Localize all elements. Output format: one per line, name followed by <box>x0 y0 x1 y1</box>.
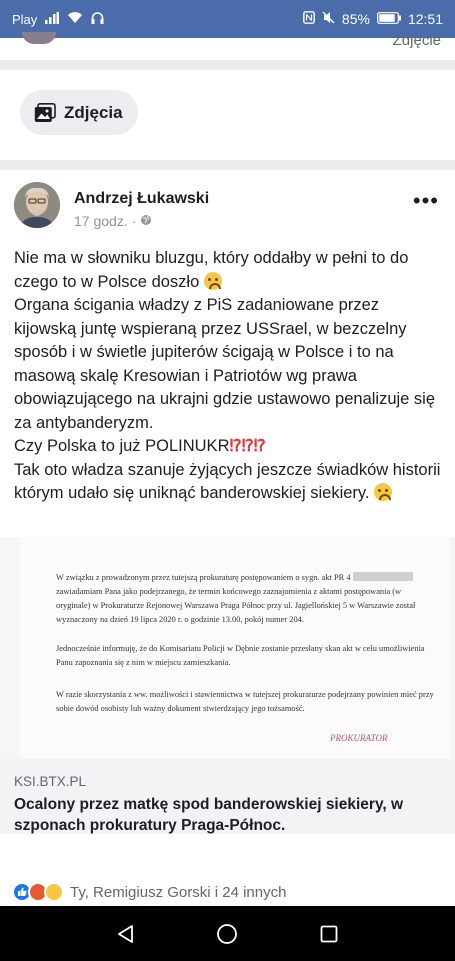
photos-label: Zdjęcia <box>64 102 123 122</box>
avatar <box>22 32 56 44</box>
previous-post-remnant <box>0 32 455 60</box>
recents-icon[interactable] <box>309 914 349 954</box>
document-paragraph: Jednocześnie informuję, że do Komisariatu Policji w Dębnie zostanie przesłany skan akt w celu umożliwienia Panu zapoznania się z nim w miejscu zamieszkania. <box>56 644 425 667</box>
post-text <box>14 247 444 506</box>
more-options-button[interactable]: ••• <box>412 188 439 213</box>
photos-card <box>0 70 455 160</box>
post-paragraph: Czy Polska to już POLINUKR⁉⁉⁉ <box>14 437 266 455</box>
back-icon[interactable] <box>106 914 146 954</box>
reaction-icons <box>12 882 60 902</box>
clock: 12:51 <box>407 11 443 27</box>
link-title: Ocalony przez matkę spod banderowskiej siekiery, w szponach prokuratury Praga-Północ. <box>14 796 404 834</box>
carrier-label: Play <box>12 11 38 27</box>
interrobang-marks: ⁉⁉⁉ <box>229 437 266 455</box>
wifi-icon <box>67 12 83 27</box>
battery-icon <box>377 11 401 27</box>
redaction-bar <box>353 572 413 581</box>
document-paragraph: W razie skorzystania z ww. możliwości i stawiennictwa w tutejszej prokuraturze podejrzany powinien mieć przy sobie dowód osobisty lub ważny dokument stwierdzający jego tożsamość. <box>56 690 434 713</box>
feed-divider <box>0 160 455 170</box>
reactions-summary[interactable] <box>0 874 455 910</box>
home-icon[interactable] <box>207 914 247 954</box>
photos-button[interactable] <box>20 90 138 135</box>
globe-icon <box>140 213 152 229</box>
nfc-icon <box>303 11 315 27</box>
post-paragraph: Organa ścigania władzy z PiS zadaniowane przez kijowską juntę wspieraną przez USSrael, w bezczelny sposób i w świetle jupiterów ścigają w Polsce i to na masową skalę Kresowian i Patriotów wg prawa obowiązującego na ukrajni gdzie ustawowo penalizuje się za antybanderyzm. <box>14 296 436 432</box>
author-name[interactable]: Andrzej Łukawski <box>74 190 210 207</box>
document-stamp: PROKURATOR <box>330 733 388 743</box>
sad-reaction-icon <box>44 882 64 902</box>
mute-icon <box>322 11 335 27</box>
sad-emoji-icon <box>374 483 392 501</box>
post-meta <box>74 213 152 229</box>
navigation-bar <box>0 906 455 961</box>
headphones-icon <box>91 12 104 27</box>
document-paragraph: W związku z prowadzonym przez tutejszą prokuraturę postępowaniem o sygn. akt PR 4 zawiadamiam Pana jako podejrzanego, że termin końcowego zaznajomienia z aktami postępowania (w oryginale) w Prokuraturze Rejonowej Warszawa Praga Północ przy ul. Jagiellońskiej 5 w Warszawie został wyznaczony na dzień 19 lipca 2020 r. o godzinie 13.00, pokój numer 204. <box>56 573 416 624</box>
link-preview-info[interactable] <box>0 759 455 834</box>
link-domain: KSI.BTX.PL <box>14 774 87 789</box>
post-paragraph: Nie ma w słowniku bluzgu, który oddałby w pełni to do czego to w Polsce doszło <box>14 249 409 291</box>
sad-emoji-icon <box>204 272 222 290</box>
reactions-text: Ty, Remigiusz Gorski i 24 innych <box>70 883 287 901</box>
battery-percent: 85% <box>341 11 370 27</box>
author-avatar[interactable] <box>14 182 60 228</box>
photos-icon <box>34 103 56 123</box>
post-time[interactable]: 17 godz. <box>74 213 128 229</box>
photo-label-partial[interactable]: Zdjęcie <box>392 32 441 49</box>
meta-separator: · <box>131 213 137 229</box>
post-header <box>0 170 455 240</box>
status-bar <box>0 0 455 38</box>
link-preview-image[interactable] <box>0 537 455 759</box>
signal-icon <box>45 12 59 27</box>
post-card <box>0 170 455 910</box>
document-scan <box>20 537 450 759</box>
post-paragraph: Tak oto władza szanuje żyjących jeszcze świadków historii którym udało się uniknąć banderowskiej siekiery. <box>14 460 441 502</box>
feed-divider <box>0 60 455 70</box>
